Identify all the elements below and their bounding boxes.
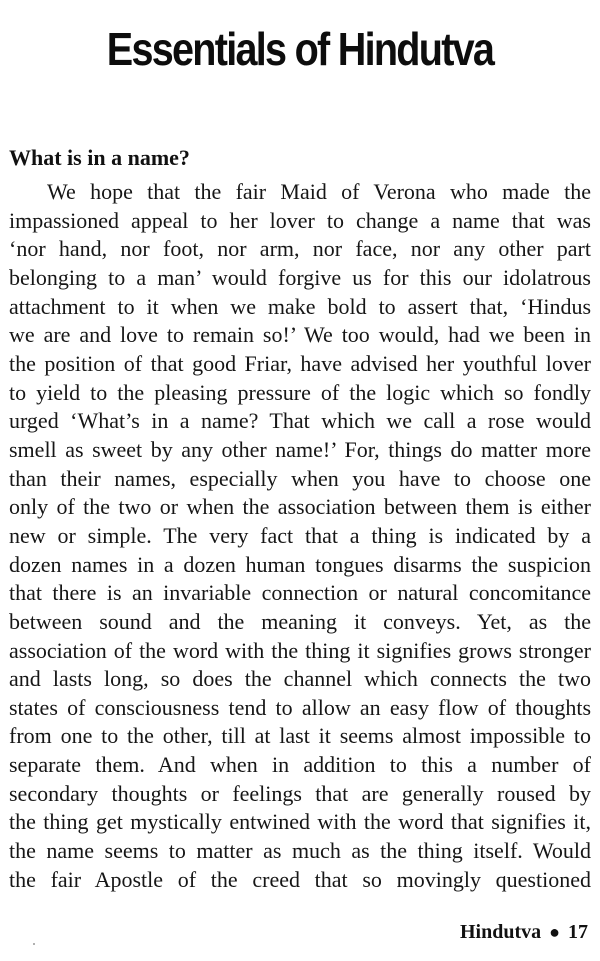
body-paragraph xyxy=(9,178,591,894)
section-heading: What is in a name? xyxy=(9,145,190,170)
print-speck xyxy=(33,943,35,945)
body-line: We hope that the fair Maid of Verona who made the xyxy=(47,179,591,204)
body-line: the position of that good Friar, have advised her youthful lover xyxy=(9,350,591,376)
body-line: the fair Apostle of the creed that so movingly questioned xyxy=(9,866,591,892)
body-line: that there is an invariable connection or natural concomitance xyxy=(9,580,591,606)
page-footer xyxy=(460,920,588,944)
body-line: smell as sweet by any other name!’ For, things do matter more xyxy=(9,436,591,462)
body-line: to yield to the pleasing pressure of the logic which so fondly xyxy=(9,379,591,405)
book-title: Essentials of Hindutva xyxy=(106,23,494,75)
body-line: we are and love to remain so!’ We too would, had we been in xyxy=(9,322,591,348)
body-line: belonging to a man’ would forgive us for this our idolatrous xyxy=(9,264,591,290)
body-line: the name seems to matter as much as the thing itself. Would xyxy=(9,838,591,864)
body-line: between sound and the meaning it conveys. Yet, as the xyxy=(9,608,591,634)
body-line: attachment to it when we make bold to assert that, ‘Hindus xyxy=(9,293,591,319)
bullet-separator: ● xyxy=(549,922,560,942)
body-line: states of consciousness tend to allow an easy flow of thoughts xyxy=(9,694,591,720)
running-title: Hindutva xyxy=(459,921,542,943)
body-line: secondary thoughts or feelings that are generally roused by xyxy=(9,780,591,806)
body-line: the thing get mystically entwined with the word that signifies it, xyxy=(9,809,591,835)
body-line: impassioned appeal to her lover to change a name that was xyxy=(9,207,591,233)
body-line: than their names, especially when you have to choose one xyxy=(9,465,591,491)
body-line: only of the two or when the association between them is either xyxy=(9,494,591,520)
body-line: dozen names in a dozen human tongues disarms the suspicion xyxy=(9,551,591,577)
body-line: urged ‘What’s in a name? That which we call a rose would xyxy=(9,408,591,434)
page-number: 17 xyxy=(568,921,588,943)
body-line: and lasts long, so does the channel which connects the two xyxy=(9,666,591,692)
body-line: ‘nor hand, nor foot, nor arm, nor face, nor any other part xyxy=(9,236,591,262)
body-line: from one to the other, till at last it seems almost impossible to xyxy=(9,723,591,749)
body-line: new or simple. The very fact that a thing is indicated by a xyxy=(9,522,591,548)
body-line: association of the word with the thing it signifies grows stronger xyxy=(9,637,591,663)
body-line: separate them. And when in addition to this a number of xyxy=(9,752,591,778)
